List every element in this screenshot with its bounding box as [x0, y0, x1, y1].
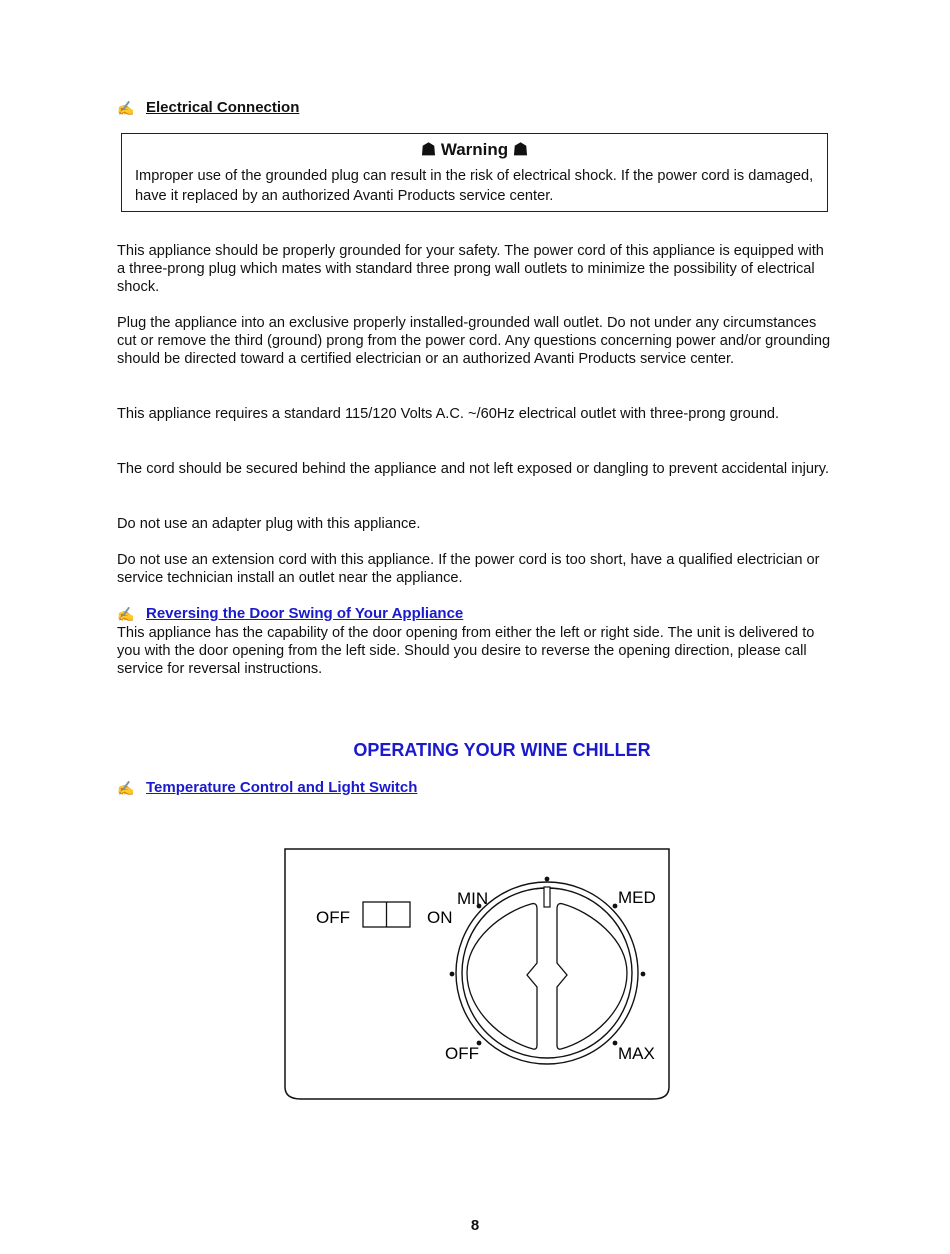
warning-symbol-icon: ☗	[512, 140, 529, 159]
dial-off-label: OFF	[445, 1044, 479, 1063]
extension-paragraph: Do not use an extension cord with this appliance. If the power cord is too short, have a qualified electrician or service technician install an outlet near the appliance.	[117, 552, 820, 587]
warning-title: Warning	[440, 140, 509, 159]
switch-off-label: OFF	[316, 908, 350, 927]
dial-med-label: MED	[618, 888, 656, 907]
electrical-connection-heading: Electrical Connection	[146, 99, 300, 116]
warning-box	[121, 133, 828, 212]
dial-max-label: MAX	[618, 1044, 655, 1063]
light-switch	[363, 902, 410, 927]
control-panel-diagram	[283, 847, 671, 1103]
switch-on-label: ON	[427, 908, 453, 927]
writing-hand-icon: ✍	[117, 606, 135, 622]
section-title: OPERATING YOUR WINE CHILLER	[353, 740, 651, 760]
warning-title-row	[122, 140, 827, 160]
adapter-paragraph: Do not use an adapter plug with this appliance.	[117, 516, 421, 532]
writing-hand-icon: ✍	[117, 100, 135, 116]
dial-knob-right-half	[557, 904, 627, 1050]
writing-hand-icon: ✍	[117, 780, 135, 796]
door-swing-heading[interactable]: Reversing the Door Swing of Your Appliance	[146, 605, 464, 622]
cord-paragraph: The cord should be secured behind the appliance and not left exposed or dangling to prevent accidental injury.	[117, 461, 830, 477]
dial-min-label: MIN	[457, 889, 489, 908]
grounding-paragraph: This appliance should be properly grounded for your safety. The power cord of this appliance is equipped with a three-prong plug which mates with standard three prong wall outlets to minimize the possibility of electrical shock.	[117, 243, 824, 296]
dial-indicator	[544, 887, 550, 907]
temperature-control-heading[interactable]: Temperature Control and Light Switch	[146, 779, 418, 796]
outlet-paragraph: Plug the appliance into an exclusive properly installed-grounded wall outlet. Do not under any circumstances cut or remove the third (ground) prong from the power cord. Any questions concerning power and/or grounding should be directed toward a certified electrician or an authorized Avanti Products service center.	[117, 315, 831, 368]
warning-symbol-icon: ☗	[420, 140, 437, 159]
dial-knob-left-half	[467, 904, 537, 1050]
door-swing-paragraph: This appliance has the capability of the door opening from either the left or right side. The unit is delivered to you with the door opening from the left side. Should you desire to reverse the opening direction, please call service for reversal instructions.	[117, 625, 815, 678]
voltage-paragraph: This appliance requires a standard 115/120 Volts A.C. ~/60Hz electrical outlet with three-prong ground.	[117, 406, 780, 422]
warning-text: Improper use of the grounded plug can result in the risk of electrical shock. If the power cord is damaged, have it replaced by an authorized Avanti Products service center.	[135, 168, 814, 204]
page-number: 8	[470, 1217, 480, 1234]
